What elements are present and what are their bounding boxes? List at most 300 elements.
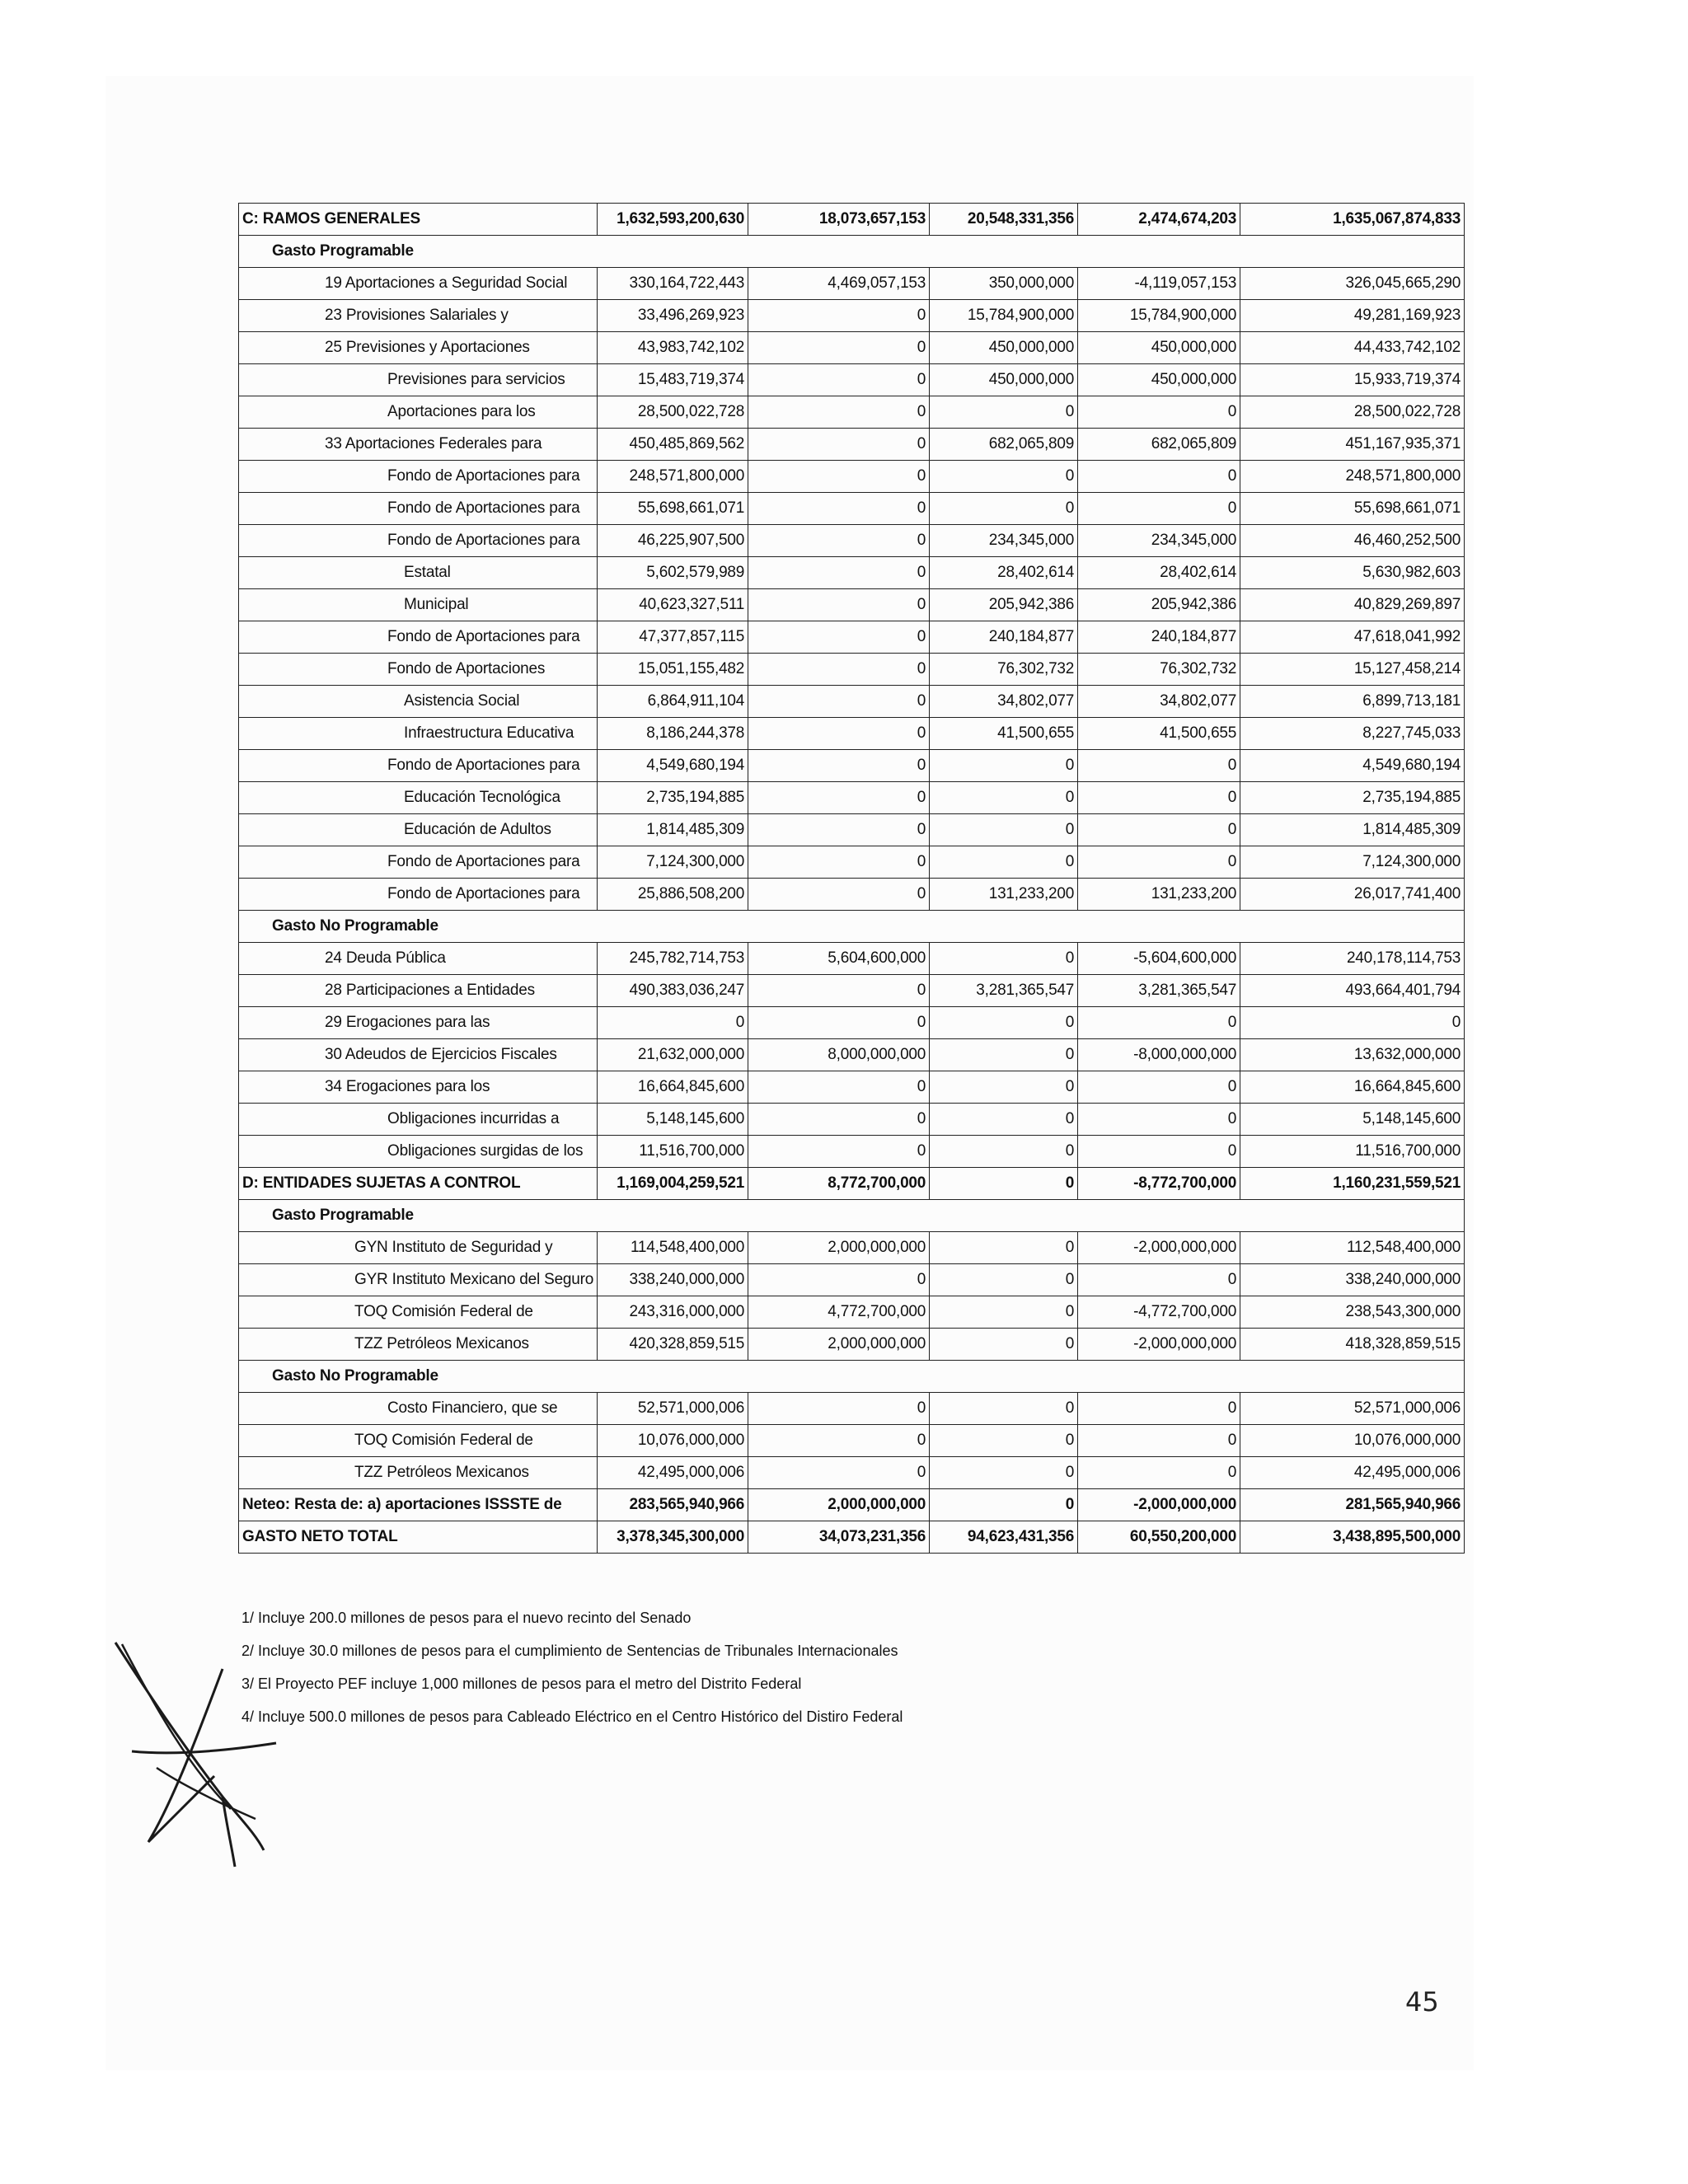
budget-table [238, 203, 1465, 1554]
amount-cell: 0 [748, 750, 930, 782]
amount-cell: 7,124,300,000 [598, 846, 748, 879]
amount-cell: 7,124,300,000 [1240, 846, 1465, 879]
amount-cell: -8,000,000,000 [1078, 1039, 1240, 1071]
row-label: GASTO NETO TOTAL [239, 1521, 598, 1554]
table-row [239, 814, 1465, 846]
table-row [239, 1521, 1465, 1554]
amount-cell: 0 [748, 396, 930, 429]
amount-cell: 0 [748, 879, 930, 911]
amount-cell: 46,460,252,500 [1240, 525, 1465, 557]
row-label: Neteo: Resta de: a) aportaciones ISSSTE de [239, 1489, 598, 1521]
amount-cell: 0 [1078, 1007, 1240, 1039]
amount-cell: 243,316,000,000 [598, 1296, 748, 1329]
amount-cell: 76,302,732 [930, 654, 1078, 686]
amount-cell: 47,618,041,992 [1240, 621, 1465, 654]
amount-cell: 0 [1078, 1393, 1240, 1425]
amount-cell: 0 [1078, 782, 1240, 814]
amount-cell: 0 [748, 1071, 930, 1104]
amount-cell: 0 [930, 1296, 1078, 1329]
amount-cell: 60,550,200,000 [1078, 1521, 1240, 1554]
row-label: 19 Aportaciones a Seguridad Social [239, 268, 598, 300]
amount-cell: 0 [748, 364, 930, 396]
amount-cell: 0 [930, 1393, 1078, 1425]
amount-cell: 0 [1078, 1104, 1240, 1136]
row-label: Fondo de Aportaciones para [239, 879, 598, 911]
amount-cell: 44,433,742,102 [1240, 332, 1465, 364]
amount-cell [930, 1200, 1078, 1232]
row-label: Costo Financiero, que se [239, 1393, 598, 1425]
amount-cell: 0 [748, 429, 930, 461]
row-label: TOQ Comisión Federal de [239, 1425, 598, 1457]
table-row [239, 1489, 1465, 1521]
amount-cell: 0 [748, 1425, 930, 1457]
amount-cell: 240,184,877 [930, 621, 1078, 654]
table-row [239, 429, 1465, 461]
row-label: Fondo de Aportaciones para [239, 621, 598, 654]
amount-cell: 21,632,000,000 [598, 1039, 748, 1071]
amount-cell: 76,302,732 [1078, 654, 1240, 686]
amount-cell: 0 [1078, 493, 1240, 525]
amount-cell: 0 [930, 1457, 1078, 1489]
row-label: TZZ Petróleos Mexicanos [239, 1329, 598, 1361]
amount-cell: 0 [1078, 1457, 1240, 1489]
amount-cell: 0 [1078, 846, 1240, 879]
amount-cell: 55,698,661,071 [1240, 493, 1465, 525]
amount-cell: 1,160,231,559,521 [1240, 1168, 1465, 1200]
row-label: 28 Participaciones a Entidades [239, 975, 598, 1007]
amount-cell: 1,635,067,874,833 [1240, 204, 1465, 236]
row-label: 29 Erogaciones para las [239, 1007, 598, 1039]
row-label: Estatal [239, 557, 598, 589]
amount-cell: 0 [930, 1104, 1078, 1136]
table-row [239, 236, 1465, 268]
amount-cell: 15,784,900,000 [930, 300, 1078, 332]
table-row [239, 332, 1465, 364]
amount-cell [1078, 1361, 1240, 1393]
amount-cell: 0 [748, 1007, 930, 1039]
amount-cell: 15,933,719,374 [1240, 364, 1465, 396]
amount-cell: 0 [748, 1393, 930, 1425]
amount-cell: 1,632,593,200,630 [598, 204, 748, 236]
row-label: Gasto Programable [239, 236, 598, 268]
row-label: GYR Instituto Mexicano del Seguro [239, 1264, 598, 1296]
table-row [239, 1457, 1465, 1489]
amount-cell: 15,784,900,000 [1078, 300, 1240, 332]
amount-cell [748, 1361, 930, 1393]
amount-cell: 10,076,000,000 [598, 1425, 748, 1457]
amount-cell [748, 236, 930, 268]
amount-cell: 450,000,000 [1078, 332, 1240, 364]
amount-cell: 0 [748, 493, 930, 525]
footnote: 2/ Incluye 30.0 millones de pesos para el cumplimiento de Sentencias de Tribunales Internacionales [241, 1643, 898, 1659]
amount-cell: -5,604,600,000 [1078, 943, 1240, 975]
row-label: Gasto No Programable [239, 1361, 598, 1393]
row-label: Fondo de Aportaciones para [239, 525, 598, 557]
table-row [239, 1264, 1465, 1296]
row-label: Aportaciones para los [239, 396, 598, 429]
amount-cell [1240, 236, 1465, 268]
amount-cell: 0 [1078, 814, 1240, 846]
amount-cell: 8,227,745,033 [1240, 718, 1465, 750]
amount-cell: 0 [930, 782, 1078, 814]
amount-cell: 3,438,895,500,000 [1240, 1521, 1465, 1554]
row-label: Previsiones para servicios [239, 364, 598, 396]
amount-cell: 52,571,000,006 [1240, 1393, 1465, 1425]
amount-cell: 41,500,655 [1078, 718, 1240, 750]
table-row [239, 654, 1465, 686]
amount-cell: 0 [748, 686, 930, 718]
page-number: 45 [1405, 1986, 1439, 2018]
table-row [239, 1168, 1465, 1200]
row-label: Municipal [239, 589, 598, 621]
amount-cell: 20,548,331,356 [930, 204, 1078, 236]
table-row [239, 750, 1465, 782]
amount-cell: 8,000,000,000 [748, 1039, 930, 1071]
table-row [239, 461, 1465, 493]
row-label: Infraestructura Educativa [239, 718, 598, 750]
row-label: Gasto Programable [239, 1200, 598, 1232]
amount-cell: 46,225,907,500 [598, 525, 748, 557]
table-row [239, 396, 1465, 429]
table-row [239, 846, 1465, 879]
amount-cell: 420,328,859,515 [598, 1329, 748, 1361]
amount-cell [598, 911, 748, 943]
table-row [239, 1071, 1465, 1104]
table-row [239, 364, 1465, 396]
amount-cell: 2,474,674,203 [1078, 204, 1240, 236]
amount-cell: 4,549,680,194 [1240, 750, 1465, 782]
row-label: D: ENTIDADES SUJETAS A CONTROL [239, 1168, 598, 1200]
table-row [239, 1007, 1465, 1039]
amount-cell: 0 [748, 1264, 930, 1296]
amount-cell: 28,500,022,728 [598, 396, 748, 429]
amount-cell: -4,119,057,153 [1078, 268, 1240, 300]
table-row [239, 525, 1465, 557]
amount-cell: 42,495,000,006 [598, 1457, 748, 1489]
amount-cell [1240, 1361, 1465, 1393]
amount-cell: 450,000,000 [1078, 364, 1240, 396]
row-label: C: RAMOS GENERALES [239, 204, 598, 236]
amount-cell: 0 [748, 814, 930, 846]
amount-cell: 3,281,365,547 [930, 975, 1078, 1007]
amount-cell: 0 [748, 1457, 930, 1489]
table-row [239, 1200, 1465, 1232]
row-label: Fondo de Aportaciones para [239, 846, 598, 879]
amount-cell: 283,565,940,966 [598, 1489, 748, 1521]
amount-cell: 42,495,000,006 [1240, 1457, 1465, 1489]
amount-cell: 55,698,661,071 [598, 493, 748, 525]
amount-cell: 5,148,145,600 [598, 1104, 748, 1136]
amount-cell: -2,000,000,000 [1078, 1489, 1240, 1521]
row-label: TZZ Petróleos Mexicanos [239, 1457, 598, 1489]
amount-cell: 34,802,077 [930, 686, 1078, 718]
row-label: Fondo de Aportaciones para [239, 750, 598, 782]
amount-cell: 131,233,200 [1078, 879, 1240, 911]
row-label: Educación Tecnológica [239, 782, 598, 814]
amount-cell: 40,623,327,511 [598, 589, 748, 621]
amount-cell: 49,281,169,923 [1240, 300, 1465, 332]
footnote: 1/ Incluye 200.0 millones de pesos para el nuevo recinto del Senado [241, 1610, 692, 1626]
amount-cell: 4,772,700,000 [748, 1296, 930, 1329]
amount-cell: -2,000,000,000 [1078, 1232, 1240, 1264]
amount-cell: 16,664,845,600 [598, 1071, 748, 1104]
amount-cell: 16,664,845,600 [1240, 1071, 1465, 1104]
amount-cell [1078, 1200, 1240, 1232]
amount-cell: 0 [930, 1425, 1078, 1457]
amount-cell: 5,604,600,000 [748, 943, 930, 975]
amount-cell: 0 [748, 589, 930, 621]
amount-cell: 0 [930, 1232, 1078, 1264]
amount-cell: 2,000,000,000 [748, 1329, 930, 1361]
table-row [239, 589, 1465, 621]
amount-cell: 28,500,022,728 [1240, 396, 1465, 429]
amount-cell: 450,000,000 [930, 364, 1078, 396]
footnotes [241, 1601, 903, 1733]
amount-cell: 0 [748, 300, 930, 332]
amount-cell: 0 [748, 718, 930, 750]
amount-cell [1240, 1200, 1465, 1232]
row-label: Educación de Adultos [239, 814, 598, 846]
amount-cell: 0 [930, 1039, 1078, 1071]
amount-cell [748, 911, 930, 943]
amount-cell: 0 [930, 943, 1078, 975]
amount-cell: 0 [1240, 1007, 1465, 1039]
amount-cell: 0 [748, 1104, 930, 1136]
amount-cell: 3,378,345,300,000 [598, 1521, 748, 1554]
table-row [239, 943, 1465, 975]
amount-cell [1078, 236, 1240, 268]
amount-cell: 450,485,869,562 [598, 429, 748, 461]
amount-cell: 28,402,614 [1078, 557, 1240, 589]
amount-cell: 33,496,269,923 [598, 300, 748, 332]
amount-cell: 6,899,713,181 [1240, 686, 1465, 718]
amount-cell: 238,543,300,000 [1240, 1296, 1465, 1329]
footnote: 4/ Incluye 500.0 millones de pesos para Cableado Eléctrico en el Centro Histórico del Distiro Federal [241, 1708, 903, 1725]
amount-cell: 338,240,000,000 [1240, 1264, 1465, 1296]
amount-cell: 1,814,485,309 [1240, 814, 1465, 846]
amount-cell: 0 [930, 1489, 1078, 1521]
amount-cell: 2,000,000,000 [748, 1232, 930, 1264]
amount-cell: 0 [930, 1168, 1078, 1200]
amount-cell: 0 [930, 1264, 1078, 1296]
amount-cell: 8,186,244,378 [598, 718, 748, 750]
row-label: Obligaciones surgidas de los [239, 1136, 598, 1168]
amount-cell: 490,383,036,247 [598, 975, 748, 1007]
amount-cell: 450,000,000 [930, 332, 1078, 364]
amount-cell: 0 [930, 1136, 1078, 1168]
amount-cell: 5,602,579,989 [598, 557, 748, 589]
row-label: GYN Instituto de Seguridad y [239, 1232, 598, 1264]
amount-cell: 5,148,145,600 [1240, 1104, 1465, 1136]
table-row [239, 1393, 1465, 1425]
amount-cell: 5,630,982,603 [1240, 557, 1465, 589]
table-row [239, 718, 1465, 750]
amount-cell: 240,178,114,753 [1240, 943, 1465, 975]
amount-cell: 245,782,714,753 [598, 943, 748, 975]
row-label: 25 Previsiones y Aportaciones [239, 332, 598, 364]
amount-cell: 330,164,722,443 [598, 268, 748, 300]
amount-cell: 0 [1078, 750, 1240, 782]
amount-cell: 0 [1078, 1071, 1240, 1104]
amount-cell: 11,516,700,000 [1240, 1136, 1465, 1168]
row-label: 24 Deuda Pública [239, 943, 598, 975]
table-row [239, 268, 1465, 300]
amount-cell: 326,045,665,290 [1240, 268, 1465, 300]
row-label: 33 Aportaciones Federales para [239, 429, 598, 461]
table-row [239, 204, 1465, 236]
amount-cell: 240,184,877 [1078, 621, 1240, 654]
amount-cell: 0 [1078, 1264, 1240, 1296]
amount-cell: 0 [748, 654, 930, 686]
amount-cell: 43,983,742,102 [598, 332, 748, 364]
amount-cell: 34,073,231,356 [748, 1521, 930, 1554]
amount-cell: 0 [748, 557, 930, 589]
table-row [239, 1136, 1465, 1168]
amount-cell: 2,735,194,885 [1240, 782, 1465, 814]
amount-cell: 13,632,000,000 [1240, 1039, 1465, 1071]
table-row [239, 557, 1465, 589]
row-label: Asistencia Social [239, 686, 598, 718]
amount-cell [598, 1361, 748, 1393]
amount-cell: 234,345,000 [1078, 525, 1240, 557]
table-row [239, 911, 1465, 943]
amount-cell: 0 [748, 1136, 930, 1168]
amount-cell: 3,281,365,547 [1078, 975, 1240, 1007]
row-label: TOQ Comisión Federal de [239, 1296, 598, 1329]
amount-cell: 0 [1078, 1136, 1240, 1168]
amount-cell: 94,623,431,356 [930, 1521, 1078, 1554]
row-label: Obligaciones incurridas a [239, 1104, 598, 1136]
amount-cell: 281,565,940,966 [1240, 1489, 1465, 1521]
row-label: 34 Erogaciones para los [239, 1071, 598, 1104]
amount-cell: 1,814,485,309 [598, 814, 748, 846]
row-label: 23 Provisiones Salariales y [239, 300, 598, 332]
amount-cell: 0 [930, 1071, 1078, 1104]
table-row [239, 1329, 1465, 1361]
table-row [239, 879, 1465, 911]
amount-cell: 0 [930, 1329, 1078, 1361]
amount-cell: 41,500,655 [930, 718, 1078, 750]
amount-cell: 4,549,680,194 [598, 750, 748, 782]
row-label: 30 Adeudos de Ejercicios Fiscales [239, 1039, 598, 1071]
table-row [239, 782, 1465, 814]
amount-cell: 114,548,400,000 [598, 1232, 748, 1264]
amount-cell: 6,864,911,104 [598, 686, 748, 718]
amount-cell: 0 [748, 332, 930, 364]
amount-cell: 0 [598, 1007, 748, 1039]
amount-cell: 0 [1078, 396, 1240, 429]
table-row [239, 1232, 1465, 1264]
amount-cell: 234,345,000 [930, 525, 1078, 557]
amount-cell: 0 [930, 750, 1078, 782]
table-row [239, 686, 1465, 718]
row-label: Gasto No Programable [239, 911, 598, 943]
amount-cell: 131,233,200 [930, 879, 1078, 911]
amount-cell: 0 [1078, 1425, 1240, 1457]
amount-cell [930, 911, 1078, 943]
amount-cell: 0 [748, 782, 930, 814]
amount-cell: 25,886,508,200 [598, 879, 748, 911]
table-row [239, 1104, 1465, 1136]
amount-cell: 0 [748, 975, 930, 1007]
footnote: 3/ El Proyecto PEF incluye 1,000 millones de pesos para el metro del Distrito Federal [241, 1675, 802, 1692]
amount-cell: 205,942,386 [1078, 589, 1240, 621]
amount-cell: 0 [930, 814, 1078, 846]
table-row [239, 1296, 1465, 1329]
amount-cell [598, 1200, 748, 1232]
amount-cell: 1,169,004,259,521 [598, 1168, 748, 1200]
row-label: Fondo de Aportaciones para [239, 493, 598, 525]
amount-cell: 0 [930, 461, 1078, 493]
amount-cell: -8,772,700,000 [1078, 1168, 1240, 1200]
amount-cell: 15,051,155,482 [598, 654, 748, 686]
amount-cell: 418,328,859,515 [1240, 1329, 1465, 1361]
amount-cell: 0 [930, 846, 1078, 879]
amount-cell: 493,664,401,794 [1240, 975, 1465, 1007]
row-label: Fondo de Aportaciones [239, 654, 598, 686]
row-label: Fondo de Aportaciones para [239, 461, 598, 493]
amount-cell: 2,000,000,000 [748, 1489, 930, 1521]
amount-cell: 0 [930, 493, 1078, 525]
amount-cell: 0 [930, 1007, 1078, 1039]
amount-cell: 248,571,800,000 [598, 461, 748, 493]
amount-cell: 112,548,400,000 [1240, 1232, 1465, 1264]
amount-cell: 682,065,809 [930, 429, 1078, 461]
amount-cell: 338,240,000,000 [598, 1264, 748, 1296]
handwritten-signature [99, 1636, 288, 1875]
amount-cell: -2,000,000,000 [1078, 1329, 1240, 1361]
amount-cell: 2,735,194,885 [598, 782, 748, 814]
table-row [239, 975, 1465, 1007]
amount-cell: 47,377,857,115 [598, 621, 748, 654]
amount-cell: 28,402,614 [930, 557, 1078, 589]
amount-cell: 0 [748, 621, 930, 654]
amount-cell: 40,829,269,897 [1240, 589, 1465, 621]
table-row [239, 1425, 1465, 1457]
amount-cell: 0 [748, 846, 930, 879]
amount-cell: 34,802,077 [1078, 686, 1240, 718]
amount-cell: 0 [748, 461, 930, 493]
amount-cell: 0 [1078, 461, 1240, 493]
table-row [239, 621, 1465, 654]
amount-cell [598, 236, 748, 268]
amount-cell: 10,076,000,000 [1240, 1425, 1465, 1457]
amount-cell: 18,073,657,153 [748, 204, 930, 236]
amount-cell: 248,571,800,000 [1240, 461, 1465, 493]
amount-cell: 15,483,719,374 [598, 364, 748, 396]
amount-cell [1078, 911, 1240, 943]
amount-cell: 8,772,700,000 [748, 1168, 930, 1200]
amount-cell: 26,017,741,400 [1240, 879, 1465, 911]
amount-cell: 451,167,935,371 [1240, 429, 1465, 461]
amount-cell [930, 1361, 1078, 1393]
amount-cell: 0 [930, 396, 1078, 429]
amount-cell: -4,772,700,000 [1078, 1296, 1240, 1329]
amount-cell: 205,942,386 [930, 589, 1078, 621]
table-row [239, 1361, 1465, 1393]
table-row [239, 300, 1465, 332]
amount-cell [930, 236, 1078, 268]
amount-cell: 11,516,700,000 [598, 1136, 748, 1168]
amount-cell: 0 [748, 525, 930, 557]
amount-cell: 350,000,000 [930, 268, 1078, 300]
table-row [239, 1039, 1465, 1071]
amount-cell [1240, 911, 1465, 943]
amount-cell [748, 1200, 930, 1232]
table-row [239, 493, 1465, 525]
amount-cell: 15,127,458,214 [1240, 654, 1465, 686]
amount-cell: 682,065,809 [1078, 429, 1240, 461]
